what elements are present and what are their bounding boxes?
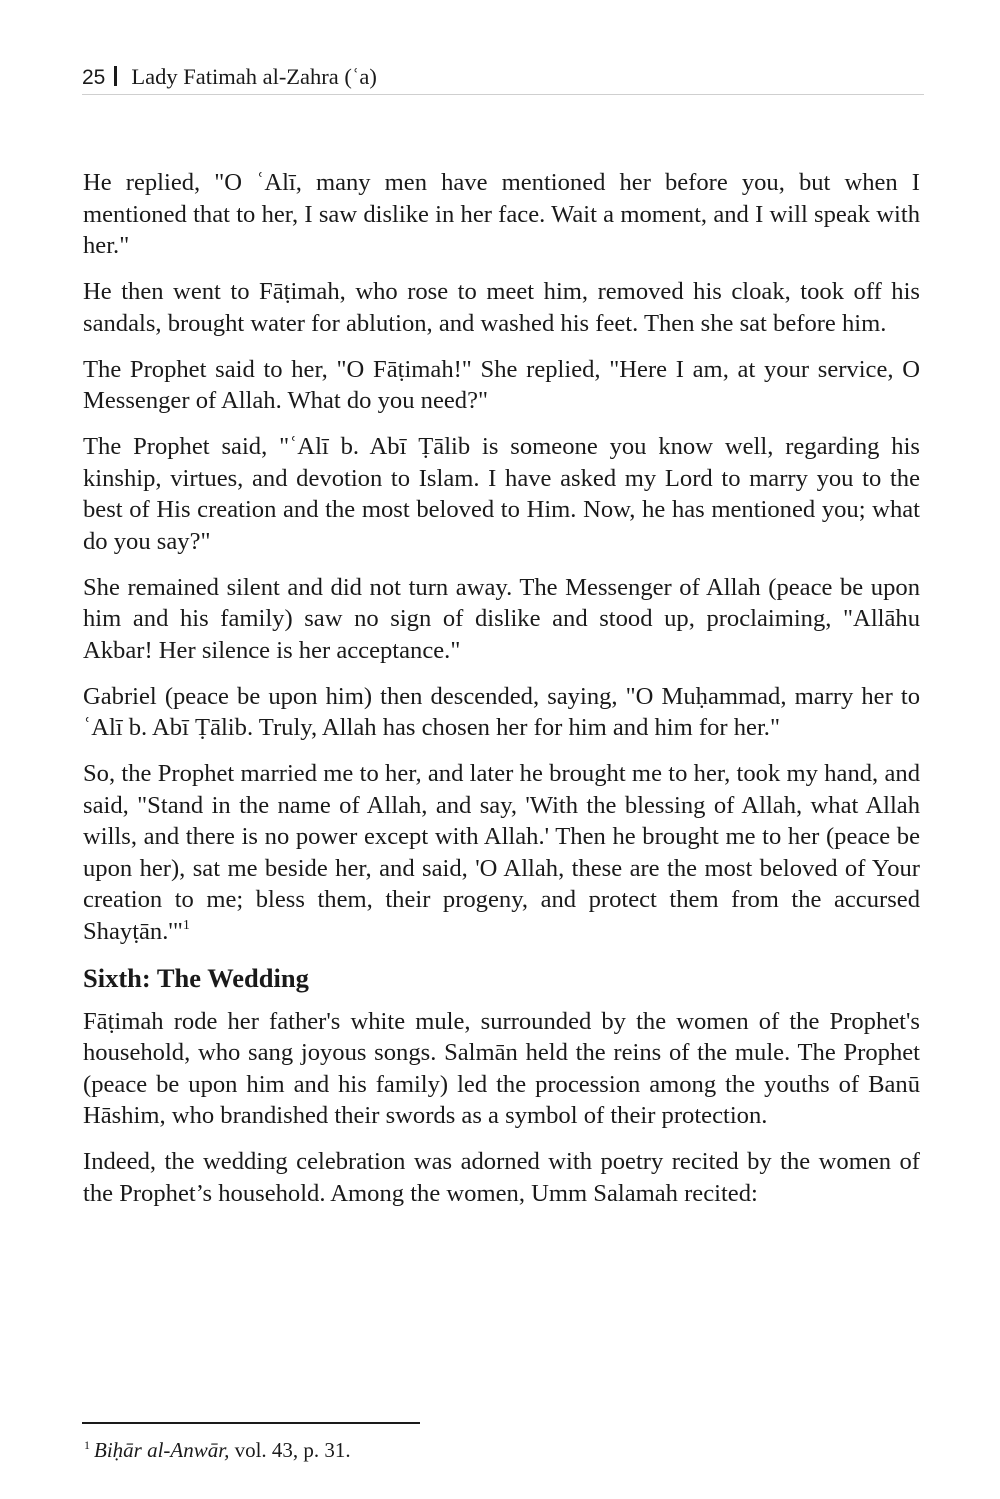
header-rule (82, 94, 924, 95)
paragraph: He then went to Fāṭimah, who rose to meet him, removed his cloak, took off his sandals, brought water for ablution, and washed his feet. Then she sat before him. (83, 278, 920, 337)
footnote-reference: vol. 43, p. 31. (229, 1438, 351, 1462)
footnote (84, 1437, 351, 1463)
paragraph-with-footnote (83, 758, 920, 947)
header-separator (114, 66, 117, 86)
paragraph: Gabriel (peace be upon him) then descended, saying, "O Muḥammad, marry her to ʿAlī b. Abī Ṭālib. Truly, Allah has chosen her for him and him for her." (83, 682, 920, 741)
paragraph: He replied, "O ʿAlī, many men have mentioned her before you, but when I mentioned that to her, I saw dislike in her face. Wait a moment, and I will speak with her." (83, 169, 920, 259)
paragraph: Fāṭimah rode her father's white mule, surrounded by the women of the Prophet's household, who sang joyous songs. Salmān held the reins of the mule. The Prophet (peace be upon him and his family) led the procession among the youths of Banū Hāshim, who brandished their swords as a symbol of their protection. (83, 1007, 920, 1129)
paragraph: The Prophet said to her, "O Fāṭimah!" She replied, "Here I am, at your service, O Messenger of Allah. What do you need?" (83, 355, 920, 414)
footnote-source-title: Biḥār al-Anwār, (94, 1438, 230, 1462)
paragraph: Indeed, the wedding celebration was adorned with poetry recited by the women of the Prophet’s household. Among the women, Umm Salamah recited: (83, 1148, 920, 1207)
paragraph: She remained silent and did not turn away. The Messenger of Allah (peace be upon him and his family) saw no sign of dislike and stood up, proclaiming, "Allāhu Akbar! Her silence is her acceptance." (83, 573, 920, 664)
paragraph-text: So, the Prophet married me to her, and later he brought me to her, took my hand, and said, "Stand in the name of Allah, and say, 'With the blessing of Allah, what Allah wills, and there is no power except with Allah.' Then he brought me to her (peace be upon her), sat me beside her, and said, 'O Allah, these are the most beloved of Your creation to me; bless them, their progeny, and protect them from the accursed Shayṭān.'" (83, 760, 920, 945)
page-number: 25 (82, 66, 106, 89)
running-header (82, 64, 924, 91)
book-title: Lady Fatimah al-Zahra (ʿa) (131, 64, 377, 89)
paragraph: The Prophet said, "ʿAlī b. Abī Ṭālib is someone you know well, regarding his kinship, virtues, and devotion to Islam. I have asked my Lord to marry you to the best of His creation and the most beloved to Him. Now, he has mentioned you; what do you say?" (83, 433, 920, 555)
footnote-number: 1 (84, 1438, 90, 1452)
footnote-rule (82, 1422, 420, 1424)
footnote-marker[interactable]: 1 (182, 917, 190, 933)
section-heading: Sixth: The Wedding (83, 962, 309, 993)
body-text (83, 167, 920, 1224)
